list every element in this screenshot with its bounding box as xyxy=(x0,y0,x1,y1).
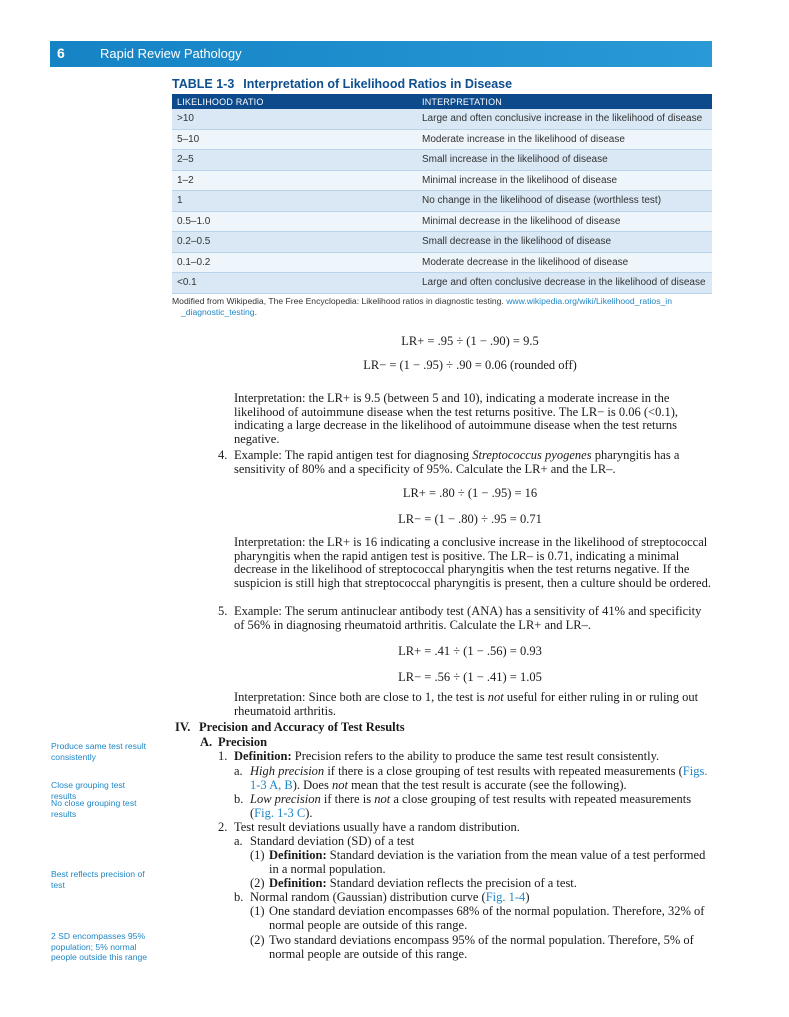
table-header-row xyxy=(172,94,712,109)
interpretation-cell: Minimal decrease in the likelihood of disease xyxy=(417,211,712,232)
interpretation-cell: No change in the likelihood of disease (worthless test) xyxy=(417,191,712,212)
subsection-letter: A. xyxy=(200,735,213,749)
definition-text: Precision refers to the ability to produce the same test result consistently. xyxy=(291,749,660,763)
item-number: 2. xyxy=(218,820,228,834)
table-row xyxy=(172,109,712,129)
interpretation-paragraph: Interpretation: the LR+ is 9.5 (between 5 and 10), indicating a moderate increase in the likelihood of autoimmune disease when the test returns positive. The LR− is 0.06 (<0.1), indicating a large decrease in the likelihood of autoimmune disease when the test returns negative. xyxy=(234,391,679,446)
paragraph-text: ) xyxy=(525,890,530,904)
definition-label: Definition: xyxy=(234,749,292,763)
table-row xyxy=(172,232,712,253)
page-number: 6 xyxy=(57,45,65,61)
term-high-precision: High precision xyxy=(250,764,325,778)
interpretation-cell: Small increase in the likelihood of disease xyxy=(417,150,712,171)
figure-link[interactable]: Fig. 1-3 C xyxy=(254,805,306,820)
item-letter: b. xyxy=(234,890,244,904)
paragraph-text: mean that the test result is accurate (see the following). xyxy=(347,777,627,792)
paragraph: Two standard deviations encompass 95% of the normal population. Therefore, 5% of normal people are outside of this range. xyxy=(269,933,694,961)
table-caption xyxy=(172,77,512,91)
margin-note: 2 SD encompasses 95% population; 5% normal people outside this range xyxy=(51,931,148,962)
paragraph: Test result deviations usually have a random distribution. xyxy=(234,820,520,834)
margin-note: Best reflects precision of test xyxy=(51,869,145,890)
item-letter: a. xyxy=(234,834,243,848)
subsection-heading: Precision xyxy=(218,735,268,749)
emphasis-not: not xyxy=(374,792,391,806)
example-paragraph xyxy=(234,449,712,476)
high-precision-paragraph xyxy=(250,765,712,792)
lr-cell: 0.2–0.5 xyxy=(172,232,417,253)
margin-note: No close grouping test results xyxy=(51,798,137,819)
paragraph: Standard deviation (SD) of a test xyxy=(250,834,415,848)
figure-link[interactable]: Fig. 1-4 xyxy=(485,890,526,904)
definition-paragraph xyxy=(269,877,712,891)
interpretation-cell: Moderate decrease in the likelihood of disease xyxy=(417,252,712,273)
lr-cell: 0.5–1.0 xyxy=(172,211,417,232)
interpretation-cell: Large and often conclusive increase in the likelihood of disease xyxy=(417,109,712,129)
item-letter: a. xyxy=(234,764,243,778)
definition-label: Definition: xyxy=(269,876,327,890)
interp-text: Interpretation: Since both are close to 1, the test is xyxy=(234,690,488,704)
paragraph-text: ). Does xyxy=(292,777,332,792)
interp-text-end: useful for either ruling in or ruling out rheumatoid arthritis. xyxy=(234,690,699,718)
source-link[interactable]: www.wikipedia.org/wiki/Likelihood_ratios_in xyxy=(506,296,672,306)
table-row xyxy=(172,211,712,232)
example-paragraph: Example: The serum antinuclear antibody test (ANA) has a sensitivity of 41% and specificity of 56% in diagnosing rheumatoid arthritis. Calculate the LR+ and LR–. xyxy=(234,604,702,632)
item-number: (1) xyxy=(250,904,265,918)
column-header-interpretation: INTERPRETATION xyxy=(417,94,712,109)
item-number: (1) xyxy=(250,848,265,862)
definition-label: Definition: xyxy=(269,848,327,862)
section-number: IV. xyxy=(175,720,191,734)
likelihood-ratio-table xyxy=(172,94,712,294)
item-number: (2) xyxy=(250,933,265,947)
interpretation-paragraph xyxy=(234,691,712,718)
interpretation-cell: Large and often conclusive decrease in the likelihood of disease xyxy=(417,273,712,294)
lr-cell: 1 xyxy=(172,191,417,212)
interpretation-cell: Small decrease in the likelihood of disease xyxy=(417,232,712,253)
example-text: Example: The rapid antigen test for diagnosing xyxy=(234,448,473,462)
lr-cell: <0.1 xyxy=(172,273,417,294)
item-number: 5. xyxy=(218,604,228,618)
source-text: Modified from Wikipedia, The Free Encyclopedia: Likelihood ratios in diagnostic testing. xyxy=(172,296,507,306)
paragraph-text: Normal random (Gaussian) distribution curve ( xyxy=(250,890,486,904)
lr-cell: 1–2 xyxy=(172,170,417,191)
margin-note: Produce same test result consistently xyxy=(51,741,147,762)
definition-text: Standard deviation reflects the precision of a test. xyxy=(326,876,577,890)
table-source-note xyxy=(172,296,714,318)
example-text-end: pharyngitis has a sensitivity of 80% and a specificity of 95%. Calculate the LR+ and the LR–. xyxy=(234,448,680,476)
lr-cell: >10 xyxy=(172,109,417,129)
paragraph-text: ). xyxy=(305,805,313,820)
interpretation-cell: Minimal increase in the likelihood of disease xyxy=(417,170,712,191)
item-number: (2) xyxy=(250,876,265,890)
table-row xyxy=(172,273,712,294)
source-end: . xyxy=(254,307,257,317)
figure-link[interactable]: Figs. 1-3 A, B xyxy=(250,764,708,792)
interpretation-cell: Moderate increase in the likelihood of disease xyxy=(417,129,712,150)
paragraph-text: if there is xyxy=(320,792,375,806)
paragraph: One standard deviation encompasses 68% of the normal population. Therefore, 32% of normal people are outside of this range. xyxy=(269,904,705,932)
source-link-continued[interactable]: _diagnostic_testing xyxy=(181,307,255,317)
equation-lr-positive: LR+ = .80 ÷ (1 − .95) = 16 xyxy=(402,486,538,500)
page-header-bar xyxy=(50,41,712,67)
organism-name: Streptococcus pyogenes xyxy=(472,448,592,462)
definition-paragraph xyxy=(234,750,712,764)
table-row xyxy=(172,129,712,150)
interpretation-paragraph: Interpretation: the LR+ is 16 indicating a conclusive increase in the likelihood of streptococcal pharyngitis when the rapid antigen test is positive. The LR– is 0.71, indicating a minimal decrease in the likelihood of streptococcal pharyngitis when the test returns negative. If the suspicion is still high that streptococcal pharyngitis is present, then a culture should be ordered. xyxy=(234,535,711,590)
margin-note: Close grouping test results xyxy=(51,780,126,801)
item-number: 4. xyxy=(218,448,228,462)
equation-lr-negative: LR− = (1 − .95) ÷ .90 = 0.06 (rounded off) xyxy=(363,358,577,372)
term-low-precision: Low precision xyxy=(250,792,321,806)
low-precision-paragraph xyxy=(250,793,712,820)
emphasis-not: not xyxy=(487,690,504,704)
table-row xyxy=(172,150,712,171)
book-title: Rapid Review Pathology xyxy=(100,46,242,61)
table-row xyxy=(172,252,712,273)
equation-lr-positive: LR+ = .41 ÷ (1 − .56) = 0.93 xyxy=(398,644,542,658)
table-row xyxy=(172,170,712,191)
item-letter: b. xyxy=(234,792,244,806)
equation-lr-positive: LR+ = .95 ÷ (1 − .90) = 9.5 xyxy=(401,334,539,348)
table-label: TABLE 1-3 xyxy=(172,77,235,91)
equation-lr-negative: LR− = .56 ÷ (1 − .41) = 1.05 xyxy=(398,670,542,684)
definition-text: Standard deviation is the variation from the mean value of a test performed in a normal population. xyxy=(269,848,706,876)
emphasis-not: not xyxy=(331,777,348,792)
table-row xyxy=(172,191,712,212)
item-number: 1. xyxy=(218,749,228,763)
section-heading: Precision and Accuracy of Test Results xyxy=(199,720,405,734)
equation-lr-negative: LR− = (1 − .80) ÷ .95 = 0.71 xyxy=(398,512,542,526)
table-title: Interpretation of Likelihood Ratios in Disease xyxy=(243,77,513,91)
lr-cell: 0.1–0.2 xyxy=(172,252,417,273)
column-header-likelihood-ratio: LIKELIHOOD RATIO xyxy=(172,94,417,109)
lr-cell: 2–5 xyxy=(172,150,417,171)
lr-cell: 5–10 xyxy=(172,129,417,150)
definition-paragraph xyxy=(269,849,712,876)
paragraph-text: if there is a close grouping of test results with repeated measurements ( xyxy=(324,764,683,778)
paragraph-text: a close grouping of test results with repeated measurements ( xyxy=(250,792,692,820)
paragraph xyxy=(250,891,712,905)
